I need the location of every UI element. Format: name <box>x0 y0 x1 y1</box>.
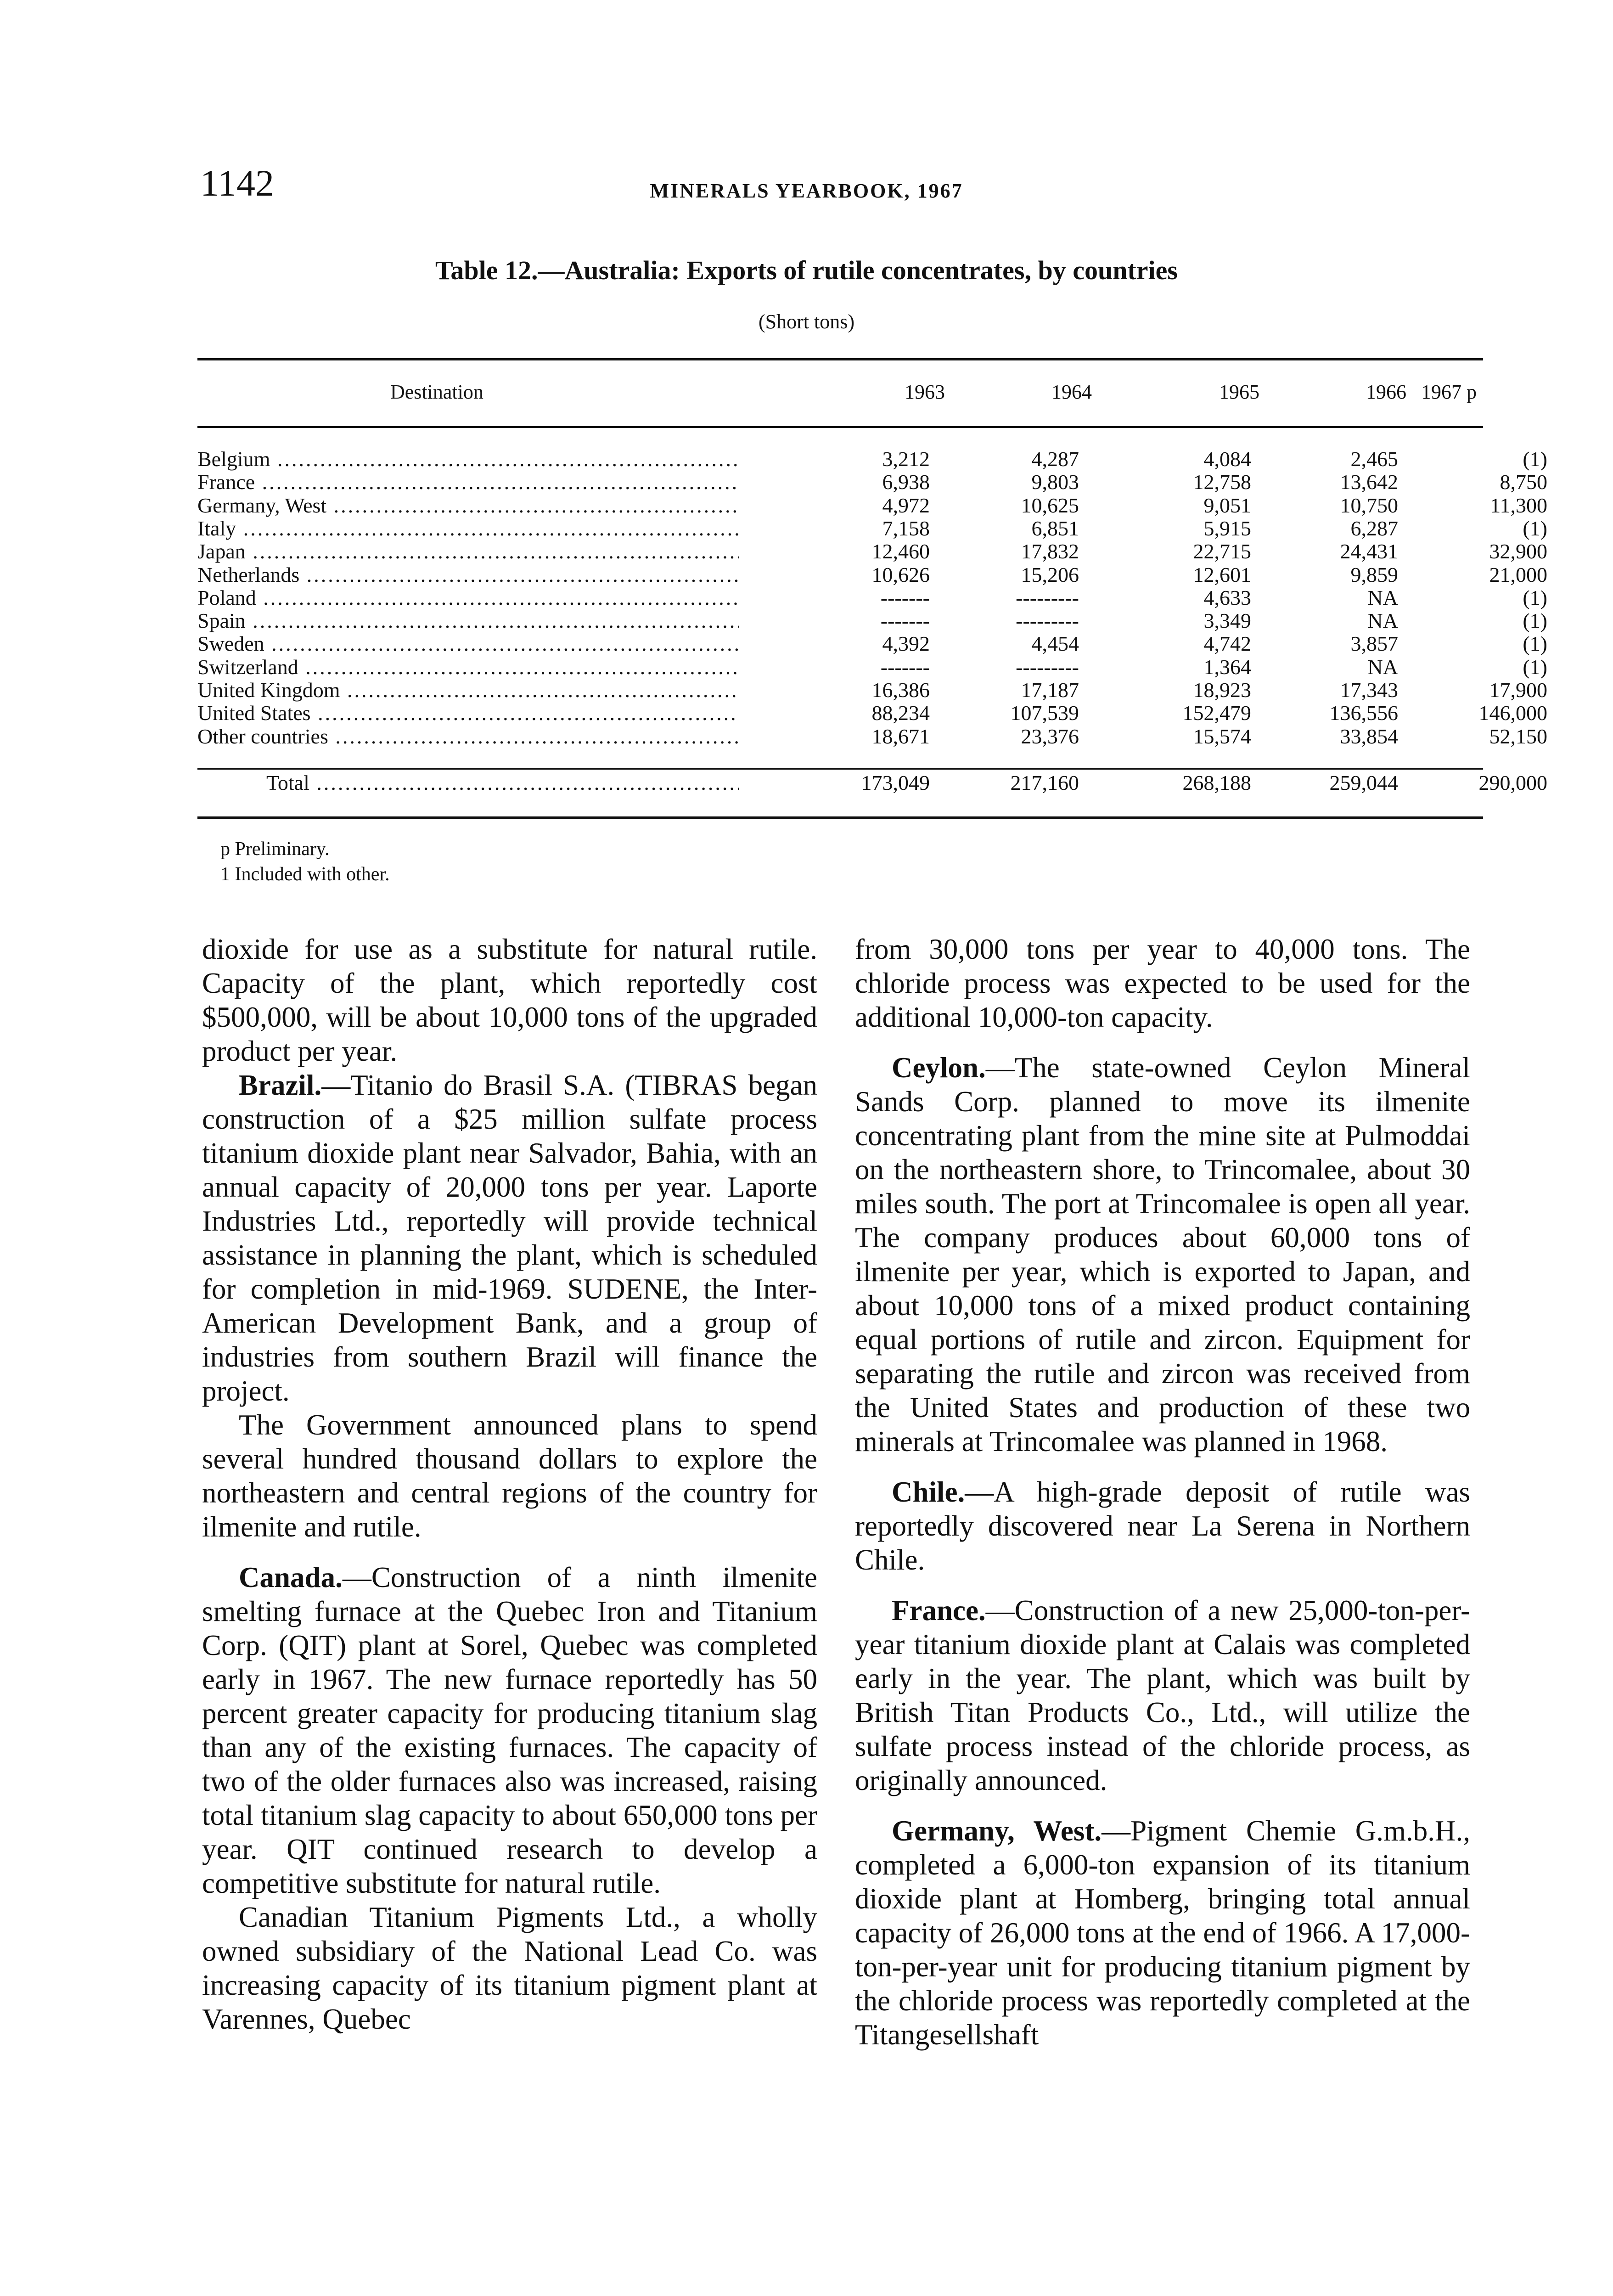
value-cell-1965: 22,715 <box>1193 540 1251 563</box>
value-cell-1964: 4,287 <box>1031 447 1079 471</box>
value-cell-1965: 1,364 <box>1203 655 1251 679</box>
value-cell-1967-p: (1) <box>1523 585 1547 609</box>
value-cell-1964: --------- <box>1016 585 1079 609</box>
paragraph-heading: Brazil. <box>239 1069 322 1101</box>
value-cell-1964: 23,376 <box>1021 724 1079 748</box>
value-cell-1965: 15,574 <box>1193 724 1251 748</box>
destination-cell: Total ..... <box>266 771 739 794</box>
value-cell-1966: 17,343 <box>1340 678 1398 702</box>
table-units: (Short tons) <box>759 310 854 333</box>
paragraph <box>855 1051 1470 1458</box>
value-cell-1966: 136,556 <box>1329 701 1398 725</box>
table-row <box>197 724 1547 748</box>
value-cell-1965: 4,633 <box>1203 585 1251 609</box>
value-cell-1963: ------- <box>880 655 930 679</box>
value-cell-1964: 217,160 <box>1010 771 1079 794</box>
destination-cell: Netherlands ..... <box>197 563 739 586</box>
value-cell-1965: 152,479 <box>1182 701 1251 725</box>
paragraph <box>855 932 1470 1034</box>
value-cell-1963: 16,386 <box>871 678 930 702</box>
value-cell-1964: 15,206 <box>1021 563 1079 586</box>
left-text-column <box>202 932 817 2036</box>
value-cell-1967-p: 52,150 <box>1489 724 1547 748</box>
table-title: Table 12.—Australia: Exports of rutile concentrates, by countries <box>435 255 1178 285</box>
destination-cell: Spain ..... <box>197 609 739 632</box>
value-cell-1963: 173,049 <box>861 771 930 794</box>
table-bottom-rule <box>197 816 1483 819</box>
destination-cell: Italy ..... <box>197 517 739 540</box>
column-header: 1966 <box>1366 381 1406 403</box>
value-cell-1967-p: 32,900 <box>1489 540 1547 563</box>
paragraph-text: —Pigment Chemie G.m.b.H., completed a 6,000-ton expansion of its titanium dioxide plant at Homberg, bringing total annual capacity of 26,000 tons at the end of 1966. A 17,000-ton-per-year unit for producing titanium pigment by the chloride process was reportedly completed at the Titangesellshaft <box>855 1815 1470 2051</box>
paragraph-text: Canadian Titanium Pigments Ltd., a wholly owned subsidiary of the National Lead Co. was increasing capacity of its titanium pigment plant at Varennes, Quebec <box>202 1901 817 2035</box>
paragraph-heading: France. <box>892 1594 986 1626</box>
value-cell-1966: 9,859 <box>1350 563 1398 586</box>
destination-cell: Sweden ..... <box>197 632 739 655</box>
paragraph-text: —Construction of a ninth ilmenite smelting furnace at the Quebec Iron and Titanium Corp. (QIT) plant at Sorel, Quebec was completed early in 1967. The new furnace reportedly has 50 percent greater capacity for producing titanium slag than any of the existing furnaces. The capacity of two of the older furnaces also was increased, raising total titanium slag capacity to about 650,000 tons per year. QIT continued research to develop a competitive substitute for natural rutile. <box>202 1561 817 1899</box>
value-cell-1963: 3,212 <box>882 447 930 471</box>
value-cell-1966: NA <box>1367 585 1398 609</box>
value-cell-1967-p: 17,900 <box>1489 678 1547 702</box>
value-cell-1965: 18,923 <box>1193 678 1251 702</box>
value-cell-1965: 268,188 <box>1182 771 1251 794</box>
paragraph-text: dioxide for use as a substitute for natural rutile. Capacity of the plant, which reportedly cost $500,000, will be about 10,000 tons of the upgraded product per year. <box>202 933 817 1067</box>
column-header: 1967 p <box>1421 381 1477 403</box>
value-cell-1967-p: (1) <box>1523 632 1547 656</box>
value-cell-1964: 9,803 <box>1031 470 1079 494</box>
value-cell-1967-p: (1) <box>1523 609 1547 633</box>
paragraph-text: —Titanio do Brasil S.A. (TIBRAS began construction of a $25 million sulfate process titanium dioxide plant near Salvador, Bahia, with an annual capacity of 20,000 tons per year. Laporte Industries Ltd., reportedly will provide technical assistance in planning the plant, which is scheduled for completion in mid-1969. SUDENE, the Inter-American Development Bank, and a group of industries from southern Brazil will finance the project. <box>202 1069 817 1407</box>
table-top-rule <box>197 358 1483 360</box>
value-cell-1964: 4,454 <box>1031 632 1079 656</box>
value-cell-1967-p: (1) <box>1523 447 1547 471</box>
column-header: 1964 <box>1051 381 1092 403</box>
destination-cell: France ..... <box>197 471 739 494</box>
table-row <box>197 516 1547 540</box>
value-cell-1966: 259,044 <box>1329 771 1398 794</box>
paragraph-text: —The state-owned Ceylon Mineral Sands Corp. planned to move its ilmenite concentrating plant from the mine site at Pulmoddai on the northeastern shore, to Trincomalee, about 30 miles south. The port at Trincomalee is open all year. The company produces about 60,000 tons of ilmenite per year, which is exported to Japan, and about 10,000 tons of a mixed product containing equal portions of rutile and zircon. Equipment for separating the rutile and zircon was received from the United States and production of these two minerals at Trincomalee was planned in 1968. <box>855 1052 1470 1458</box>
value-cell-1967-p: 8,750 <box>1500 470 1547 494</box>
value-cell-1966: NA <box>1367 609 1398 633</box>
value-cell-1966: 10,750 <box>1340 493 1398 517</box>
table-row <box>197 447 1547 471</box>
footnote-preliminary: p Preliminary. <box>220 838 330 860</box>
value-cell-1967-p: (1) <box>1523 516 1547 540</box>
table-row <box>197 585 1547 609</box>
value-cell-1964: 6,851 <box>1031 516 1079 540</box>
right-text-column <box>855 932 1470 2052</box>
column-header: Destination <box>390 381 483 403</box>
value-cell-1964: --------- <box>1016 609 1079 633</box>
value-cell-1967-p: (1) <box>1523 655 1547 679</box>
table-row <box>197 632 1547 656</box>
value-cell-1963: 7,158 <box>882 516 930 540</box>
paragraph-heading: Canada. <box>239 1561 343 1593</box>
column-header: 1965 <box>1219 381 1259 403</box>
destination-cell: Switzerland ..... <box>197 656 739 679</box>
value-cell-1963: 4,392 <box>882 632 930 656</box>
table-row <box>197 655 1547 679</box>
paragraph <box>202 1560 817 1900</box>
value-cell-1963: ------- <box>880 609 930 633</box>
value-cell-1965: 12,758 <box>1193 470 1251 494</box>
page-number: 1142 <box>200 162 274 204</box>
column-header: 1963 <box>905 381 945 403</box>
table-row <box>197 493 1547 517</box>
paragraph <box>855 1814 1470 2052</box>
paragraph-heading: Ceylon. <box>892 1052 986 1084</box>
table-row <box>197 678 1547 702</box>
value-cell-1965: 5,915 <box>1203 516 1251 540</box>
paragraph <box>202 1068 817 1408</box>
value-cell-1966: 33,854 <box>1340 724 1398 748</box>
value-cell-1964: --------- <box>1016 655 1079 679</box>
destination-cell: Other countries ..... <box>197 725 739 748</box>
value-cell-1963: 10,626 <box>871 563 930 586</box>
value-cell-1967-p: 146,000 <box>1478 701 1547 725</box>
value-cell-1966: 3,857 <box>1350 632 1398 656</box>
value-cell-1967-p: 290,000 <box>1478 771 1547 794</box>
destination-cell: Germany, West ..... <box>197 494 739 517</box>
value-cell-1963: 6,938 <box>882 470 930 494</box>
value-cell-1965: 3,349 <box>1203 609 1251 633</box>
header-rule <box>197 426 1483 428</box>
paragraph <box>202 932 817 1068</box>
total-rule <box>197 768 1483 770</box>
value-cell-1966: 24,431 <box>1340 540 1398 563</box>
destination-cell: United Kingdom ..... <box>197 679 739 702</box>
value-cell-1964: 17,187 <box>1021 678 1079 702</box>
table-row <box>197 563 1547 586</box>
destination-cell: Japan ..... <box>197 540 739 563</box>
running-title: MINERALS YEARBOOK, 1967 <box>650 180 963 202</box>
paragraph <box>202 1408 817 1544</box>
value-cell-1966: 2,465 <box>1350 447 1398 471</box>
value-cell-1963: ------- <box>880 585 930 609</box>
paragraph-text: —A high-grade deposit of rutile was reportedly discovered near La Serena in Northern Chile. <box>855 1476 1470 1576</box>
destination-cell: Poland ..... <box>197 586 739 609</box>
table-row <box>197 540 1547 563</box>
value-cell-1965: 12,601 <box>1193 563 1251 586</box>
footnote-included: 1 Included with other. <box>220 864 390 885</box>
destination-cell: Belgium ..... <box>197 448 739 471</box>
value-cell-1963: 12,460 <box>871 540 930 563</box>
paragraph-text: The Government announced plans to spend several hundred thousand dollars to explore the northeastern and central regions of the country for ilmenite and rutile. <box>202 1409 817 1543</box>
paragraph <box>202 1900 817 2036</box>
paragraph-heading: Chile. <box>892 1476 965 1508</box>
value-cell-1966: 6,287 <box>1350 516 1398 540</box>
table-row <box>197 701 1547 725</box>
paragraph <box>855 1593 1470 1797</box>
value-cell-1964: 107,539 <box>1010 701 1079 725</box>
table-row <box>197 470 1547 494</box>
value-cell-1963: 18,671 <box>871 724 930 748</box>
value-cell-1963: 88,234 <box>871 701 930 725</box>
total-row <box>197 771 1547 794</box>
paragraph-text: from 30,000 tons per year to 40,000 tons. The chloride process was expected to be used for the additional 10,000-ton capacity. <box>855 933 1470 1033</box>
value-cell-1964: 10,625 <box>1021 493 1079 517</box>
value-cell-1966: 13,642 <box>1340 470 1398 494</box>
value-cell-1965: 4,742 <box>1203 632 1251 656</box>
value-cell-1966: NA <box>1367 655 1398 679</box>
value-cell-1963: 4,972 <box>882 493 930 517</box>
destination-cell: United States ..... <box>197 702 739 725</box>
value-cell-1967-p: 21,000 <box>1489 563 1547 586</box>
paragraph <box>855 1475 1470 1577</box>
value-cell-1965: 9,051 <box>1203 493 1251 517</box>
value-cell-1965: 4,084 <box>1203 447 1251 471</box>
paragraph-heading: Germany, West. <box>892 1815 1102 1847</box>
paragraph-text: —Construction of a new 25,000-ton-per-year titanium dioxide plant at Calais was completed early in the year. The plant, which was built by British Titan Products Co., Ltd., will utilize the sulfate process instead of the chloride process, as originally announced. <box>855 1594 1470 1796</box>
value-cell-1967-p: 11,300 <box>1490 493 1547 517</box>
table-row <box>197 609 1547 633</box>
value-cell-1964: 17,832 <box>1021 540 1079 563</box>
